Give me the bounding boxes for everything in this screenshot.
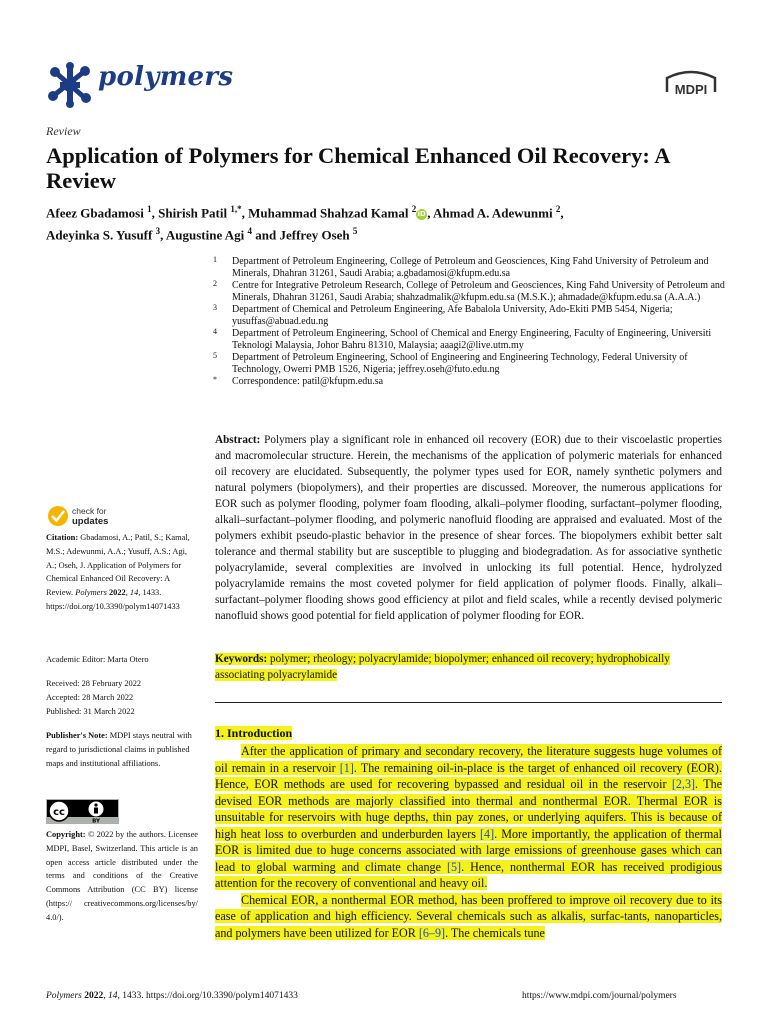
affiliation-number: *: [213, 375, 217, 384]
footer-volume: 14: [108, 991, 118, 1001]
introduction-paragraph-1-text: [215, 744, 722, 890]
introduction-text-run: . The remaining oil-in-place is the target of enhanced oil recovery (EOR). Hence, EOR methods are used for recovering bypassed and residual oil in the reservoir: [215, 760, 722, 791]
author-affiliation-sup: 4: [247, 226, 253, 237]
mdpi-logo-text: MDPI: [674, 82, 708, 97]
reference-link[interactable]: [1]: [339, 760, 354, 775]
introduction-text-run: . The devised EOR methods are majorly classified into thermal and nonthermal EOR. Thermal EOR is unsuitable for reservoirs with huge depths, thin pay zones, or underlying aquifers. This is because of high heat loss to overburden and underburden layers: [215, 777, 722, 841]
author-name[interactable]: Shirish Patil: [158, 205, 228, 221]
affiliation-number: 2: [213, 279, 217, 288]
reference-link[interactable]: [4]: [480, 826, 495, 841]
footer-journal: Polymers: [46, 991, 82, 1001]
journal-name: polymers: [98, 62, 234, 92]
author-conjunction: and: [255, 227, 277, 243]
author-list: [46, 200, 736, 245]
author-affiliation-sup: 2: [411, 204, 417, 214]
author-affiliation-sup: 5: [352, 226, 358, 237]
affiliation-item: [213, 328, 728, 352]
check-for-updates-button[interactable]: [46, 503, 166, 529]
affiliation-item: [213, 376, 728, 388]
affiliation-number: 5: [213, 351, 217, 360]
affiliation-list: [213, 256, 728, 388]
introduction-body: [215, 743, 722, 941]
reference-link[interactable]: [2,3]: [671, 777, 696, 791]
author-line-1: Afeez Gbadamosi $^1$, Shirish Patil $^{1,*}$, Muhammad Shahzad Kamal $^2$iD, Ahmad A. Adewunmi $^2$,: [46, 204, 564, 221]
author-name[interactable]: Muhammad Shahzad Kamal: [248, 205, 409, 221]
publication-dates: [46, 677, 198, 718]
affiliation-number: 3: [213, 303, 217, 312]
copyright-text: © 2022 by the authors. Licensee MDPI, Basel, Switzerland. This article is an open access article distributed under the terms and conditions of the Creative Commons Attribution (CC BY) license (https:// creativecommons.org/licenses/by/ 4.0/).: [46, 830, 198, 922]
footer-year: 2022: [84, 991, 104, 1001]
reference-link[interactable]: [5]: [446, 859, 462, 874]
citation-label: Citation:: [46, 533, 79, 542]
check-updates-big-text: updates: [72, 516, 109, 527]
affiliation-item: [213, 280, 728, 304]
author-name[interactable]: Jeffrey Oseh: [279, 227, 350, 243]
affiliation-text: Centre for Integrative Petroleum Research, College of Petroleum and Geosciences, King Fahd University of Petroleum and Minerals, Dhahran 31261, Saudi Arabia; shahzadmalik@kfupm.edu.sa (M.S.K.); ahmadade@kfupm.edu.sa (A.A.A.): [232, 280, 725, 303]
abstract-label: Abstract:: [215, 434, 261, 446]
affiliation-item: [213, 256, 728, 280]
keywords-highlight: [215, 653, 670, 681]
check-updates-small-text: check for: [72, 506, 107, 516]
reference-link[interactable]: [6–9]: [418, 925, 446, 940]
publishers-note: [46, 729, 198, 770]
introduction-heading: [215, 726, 292, 741]
citation-volume: 14: [129, 588, 139, 598]
citation-year: 2022: [108, 588, 126, 598]
author-affiliation-sup: 1,*: [230, 204, 242, 214]
publishers-note-label: Publisher's Note:: [46, 731, 108, 740]
section-divider: [215, 702, 722, 703]
affiliation-text: Department of Petroleum Engineering, School of Engineering and Engineering Technology, Federal University of Technology, Owerri PMB 1526, Nigeria; jeffrey.oseh@futo.edu.ng: [232, 352, 688, 375]
introduction-heading-text: 1. Introduction: [215, 726, 293, 740]
mdpi-logo-icon: [663, 70, 719, 98]
author-line-2: Adeyinka S. Yusuff $^3$, Augustine Agi $^4$ and Jeffrey Oseh $^5$: [46, 226, 358, 243]
affiliation-number: 1: [213, 255, 217, 264]
citation-block: Citation: Gbadamosi, A.; Patil, S.; Kamal, M.S.; Adewunmi, A.A.; Yusuff, A.S.; Agi, A.; Oseh, J. Application of Polymers for Chemical Enhanced Oil Recovery: A Review. Polymers 2022, 14, 1433. https://doi.org/10.3390/polym14071433: [46, 533, 190, 611]
footer-doi[interactable]: , 1433. https://doi.org/10.3390/polym14071433: [117, 991, 298, 1001]
introduction-paragraph-1: [215, 743, 722, 892]
published-date: Published: 31 March 2022: [46, 706, 135, 716]
publishers-note-text: MDPI stays neutral with regard to jurisdictional claims in published maps and institutional affiliations.: [46, 731, 192, 768]
academic-editor: Academic Editor: Marta Otero: [46, 655, 149, 664]
introduction-text-run: . More importantly, the application of thermal EOR is limited due to huge concerns associated with large emissions of greenhouse gases which can lead to global warming and climate change: [215, 826, 722, 874]
introduction-text-run: Chemical EOR, a nonthermal EOR method, has been proffered to improve oil recovery due to its ease of application and high efficiency. Several chemicals such as alkalis, surfac-tants, nanoparticles, and polymers have been utilized for EOR: [215, 892, 722, 940]
creative-commons-by-badge-icon[interactable]: [46, 799, 119, 824]
citation-doi[interactable]: , 1433. https://doi.org/10.3390/polym14071433: [46, 588, 180, 611]
keywords-label: Keywords:: [215, 653, 268, 665]
cc-by-label: BY: [92, 818, 100, 824]
accepted-date: Accepted: 28 March 2022: [46, 692, 134, 702]
author-name[interactable]: Afeez Gbadamosi: [46, 205, 144, 221]
abstract-text: Polymers play a significant role in enhanced oil recovery (EOR) due to their viscoelastic properties and macromolecular structure. Herein, the mechanisms of the application of polymeric materials for enhanced oil recovery are elucidated. Subsequently, the polymer types used for EOR, namely synthetic polymers and natural polymers (biopolymers), and their properties are discussed. Moreover, the numerous applications for EOR such as polymer flooding, polymer foam flooding, alkali–polymer flooding, surfactant–polymer flooding, alkali–surfactant–polymer flooding, and polymeric nanofluid flooding are appraised and evaluated. Most of the polymers exhibit pseudo-plastic behavior in the presence of shear forces. The biopolymers exhibit better salt tolerance and thermal stability but are susceptible to plugging and biodegradation. As for associative synthetic polyacrylamide, several complexities are involved in unlocking its full potential. Hence, hydrolyzed polyacrylamide remains the most coveted polymer for field application of polymer floods. Finally, alkali–surfactant–polymer flooding shows good efficiency at pilot and field scales, while a recently devised polymeric nanofluid shows good potential for field application of polymer flooding for EOR.: [215, 434, 723, 622]
affiliation-item: [213, 352, 728, 376]
affiliation-item: [213, 304, 728, 328]
polymers-journal-logo-icon: [45, 60, 95, 110]
introduction-text-run: . The chemicals tune: [445, 925, 545, 940]
copyright-label: Copyright:: [46, 830, 86, 839]
author-affiliation-sup: 2: [555, 204, 561, 214]
copyright-block: [46, 828, 198, 925]
abstract: [215, 432, 722, 624]
footer-journal-url[interactable]: https://www.mdpi.com/journal/polymers: [522, 991, 677, 1001]
author-name[interactable]: Ahmad A. Adewunmi: [433, 205, 553, 221]
keywords-text: polymer; rheology; polyacrylamide; biopolymer; enhanced oil recovery; hydrophobically associating polyacrylamide: [215, 653, 670, 681]
affiliation-text: Department of Petroleum Engineering, College of Petroleum and Geosciences, King Fahd University of Petroleum and Minerals, Dhahran 31261, Saudi Arabia; a.gbadamosi@kfupm.edu.sa: [232, 256, 709, 279]
affiliation-number: 4: [213, 327, 217, 336]
introduction-paragraph-2-text: [215, 893, 722, 940]
received-date: Received: 28 February 2022: [46, 679, 142, 688]
introduction-paragraph-2: [215, 892, 722, 942]
keywords: [215, 651, 722, 683]
citation-journal: Polymers: [75, 588, 107, 598]
author-name[interactable]: Augustine Agi: [165, 227, 245, 243]
author-affiliation-sup: 1: [147, 204, 152, 214]
footer-citation: Polymers 2022, 14, 1433. https://doi.org/10.3390/polym14071433: [46, 991, 298, 1001]
article-title: Application of Polymers for Chemical Enhanced Oil Recovery: A Review: [46, 143, 670, 193]
affiliation-text: Correspondence: patil@kfupm.edu.sa: [232, 376, 384, 387]
svg-text:cc: cc: [53, 807, 65, 818]
introduction-text-run: After the application of primary and secondary recovery, the literature suggests huge volumes of oil remain in a reservoir: [215, 744, 722, 775]
affiliation-text: Department of Chemical and Petroleum Engineering, Afe Babalola University, Ado-Ekiti PMB 5454, Nigeria; yusuffas@abuad.edu.ng: [232, 304, 673, 327]
introduction-text-run: . Hence, nonthermal EOR has received prodigious attention for the recovery of conventional and heavy oil.: [215, 859, 722, 890]
citation-text: Gbadamosi, A.; Patil, S.; Kamal, M.S.; Adewunmi, A.A.; Yusuff, A.S.; Agi, A.; Oseh, J. Application of Polymers for Chemical Enhanced Oil Recovery: A Review.: [46, 533, 190, 598]
author-name[interactable]: Adeyinka S. Yusuff: [46, 227, 153, 243]
author-affiliation-sup: 3: [155, 226, 161, 237]
orcid-icon[interactable]: iD: [417, 210, 426, 219]
affiliation-text: Department of Petroleum Engineering, School of Chemical and Energy Engineering, Faculty of Engineering, Universiti Teknologi Malaysia, Johor Bahru 81310, Malaysia; aaagi2@live.utm.my: [232, 328, 712, 351]
article-type: Review: [46, 124, 81, 138]
